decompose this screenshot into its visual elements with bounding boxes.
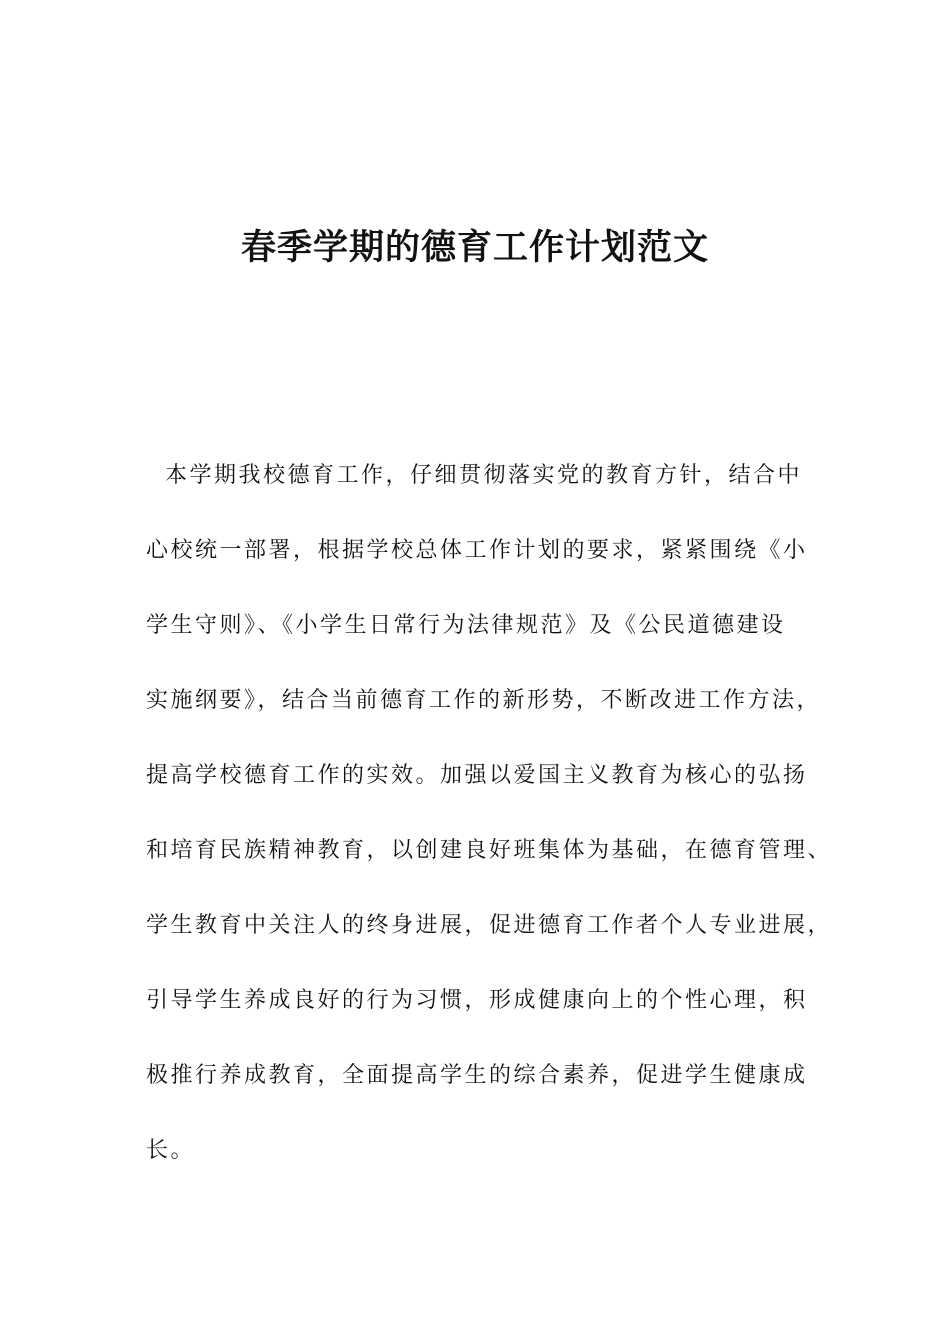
- paragraph-line-7: 学生教育中关注人的终身进展，促进德育工作者个人专业进展，: [146, 913, 833, 938]
- paragraph-line-4: 实施纲要》，结合当前德育工作的新形势，不断改进工作方法，: [146, 688, 822, 713]
- document-title: 春季学期的德育工作计划范文: [240, 228, 709, 268]
- paragraph-line-1: 本学期我校德育工作，仔细贯彻落实党的教育方针，结合中: [146, 463, 802, 488]
- paragraph-line-10: 长。: [146, 1138, 196, 1163]
- paragraph-line-2: 心校统一部署，根据学校总体工作计划的要求，紧紧围绕《小: [146, 538, 808, 563]
- paragraph-line-5: 提高学校德育工作的实效。加强以爱国主义教育为核心的弘扬: [146, 763, 808, 788]
- paragraph-line-8: 引导学生养成良好的行为习惯，形成健康向上的个性心理，积: [146, 988, 808, 1013]
- document-body: [146, 458, 833, 1208]
- paragraph-line-9: 极推行养成教育，全面提高学生的综合素养，促进学生健康成: [146, 1063, 808, 1088]
- paragraph-line-6: 和培育民族精神教育，以创建良好班集体为基础，在德育管理、: [146, 838, 833, 863]
- paragraph-line-3: 学生守则》、《小学生日常行为法律规范》及《公民道德建设: [146, 613, 786, 638]
